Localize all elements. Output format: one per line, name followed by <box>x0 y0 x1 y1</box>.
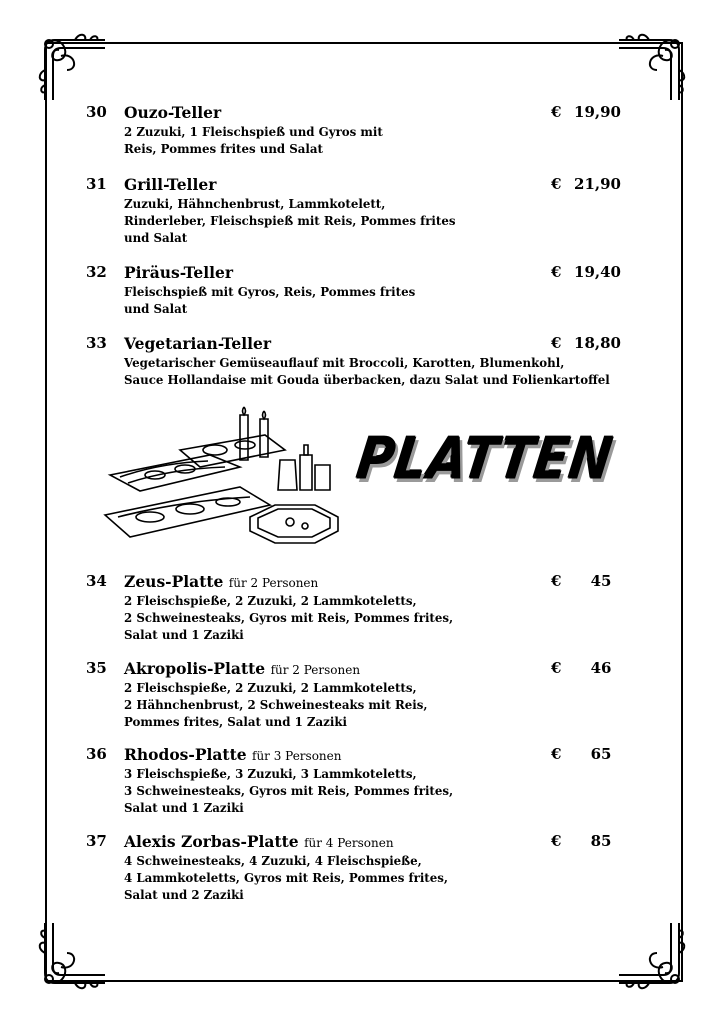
description-line: Zuzuki, Hähnchenbrust, Lammkotelett, <box>124 197 386 211</box>
item-name <box>124 832 394 851</box>
item-description <box>124 853 644 904</box>
item-description <box>124 284 644 318</box>
item-price: 19,40 <box>574 263 621 281</box>
item-name-text: Akropolis-Platte <box>124 659 266 678</box>
currency-symbol: € <box>551 263 562 281</box>
item-name <box>124 175 216 194</box>
item-number: 36 <box>86 745 107 763</box>
ornament-corner-icon <box>35 913 115 993</box>
description-line: und Salat <box>124 231 188 245</box>
item-number: 34 <box>86 572 107 590</box>
item-price: 21,90 <box>574 175 621 193</box>
item-persons: für 3 Personen <box>252 749 342 763</box>
item-number: 32 <box>86 263 107 281</box>
currency-symbol: € <box>551 659 562 677</box>
description-line: Fleischspieß mit Gyros, Reis, Pommes frites <box>124 285 416 299</box>
description-line: 4 Schweinesteaks, 4 Zuzuki, 4 Fleischspieße, <box>124 854 422 868</box>
item-description <box>124 680 644 731</box>
description-line: Salat und 1 Zaziki <box>124 628 244 642</box>
item-name-text: Rhodos-Platte <box>124 745 247 764</box>
currency-symbol: € <box>551 572 562 590</box>
currency-symbol: € <box>551 745 562 763</box>
currency-symbol: € <box>551 175 562 193</box>
item-description <box>124 355 664 389</box>
description-line: 3 Fleischspieße, 3 Zuzuki, 3 Lammkoteletts, <box>124 767 417 781</box>
item-description <box>124 196 644 247</box>
item-name <box>124 103 221 122</box>
description-line: Salat und 2 Zaziki <box>124 888 244 902</box>
description-line: Reis, Pommes frites und Salat <box>124 142 324 156</box>
description-line: 3 Schweinesteaks, Gyros mit Reis, Pommes frites, <box>124 784 454 798</box>
item-number: 31 <box>86 175 107 193</box>
currency-symbol: € <box>551 334 562 352</box>
description-line: 2 Fleischspieße, 2 Zuzuki, 2 Lammkoteletts, <box>124 594 417 608</box>
item-name-text: Zeus-Platte <box>124 572 224 591</box>
item-persons: für 2 Personen <box>228 576 319 590</box>
description-line: Pommes frites, Salat und 1 Zaziki <box>124 715 347 729</box>
item-description <box>124 766 644 817</box>
item-price: 19,90 <box>574 103 621 121</box>
item-name-text: Piräus-Teller <box>124 263 234 282</box>
ornament-corner-icon <box>609 30 689 110</box>
item-description <box>124 593 644 644</box>
currency-symbol: € <box>551 103 562 121</box>
description-line: Rinderleber, Fleischspieß mit Reis, Pommes frites <box>124 214 456 228</box>
item-name <box>124 659 360 678</box>
currency-symbol: € <box>551 832 562 850</box>
item-price: 18,80 <box>574 334 621 352</box>
item-number: 35 <box>86 659 107 677</box>
item-name <box>124 745 341 764</box>
item-persons: für 4 Personen <box>304 836 394 850</box>
ornament-corner-icon <box>35 30 115 110</box>
item-name <box>124 263 233 282</box>
item-persons: für 2 Personen <box>270 663 361 677</box>
item-name <box>124 334 271 353</box>
ornament-corner-icon <box>609 913 689 993</box>
description-line: 2 Hähnchenbrust, 2 Schweinesteaks mit Reis, <box>124 698 428 712</box>
description-line: Salat und 1 Zaziki <box>124 801 244 815</box>
description-line: und Salat <box>124 302 188 316</box>
item-number: 30 <box>86 103 107 121</box>
item-name-text: Vegetarian-Teller <box>124 334 272 353</box>
item-price: 85 <box>590 832 612 850</box>
item-price: 45 <box>590 572 612 590</box>
item-number: 33 <box>86 334 107 352</box>
description-line: Vegetarischer Gemüseauflauf mit Broccoli, Karotten, Blumenkohl, <box>124 356 565 370</box>
item-description <box>124 124 644 158</box>
description-line: 2 Schweinesteaks, Gyros mit Reis, Pommes frites, <box>124 611 454 625</box>
description-line: 2 Fleischspieße, 2 Zuzuki, 2 Lammkoteletts, <box>124 681 417 695</box>
item-number: 37 <box>86 832 107 850</box>
platter-illustration-icon <box>100 405 345 550</box>
section-heading: PLATTEN <box>353 425 618 493</box>
item-name <box>124 572 318 591</box>
item-name-text: Grill-Teller <box>124 175 217 194</box>
description-line: 4 Lammkoteletts, Gyros mit Reis, Pommes frites, <box>124 871 448 885</box>
description-line: 2 Zuzuki, 1 Fleischspieß und Gyros mit <box>124 125 383 139</box>
item-price: 46 <box>590 659 612 677</box>
item-price: 65 <box>590 745 612 763</box>
description-line: Sauce Hollandaise mit Gouda überbacken, dazu Salat und Folienkartoffel <box>124 373 610 387</box>
item-name-text: Alexis Zorbas-Platte <box>124 832 299 851</box>
item-name-text: Ouzo-Teller <box>124 103 222 122</box>
